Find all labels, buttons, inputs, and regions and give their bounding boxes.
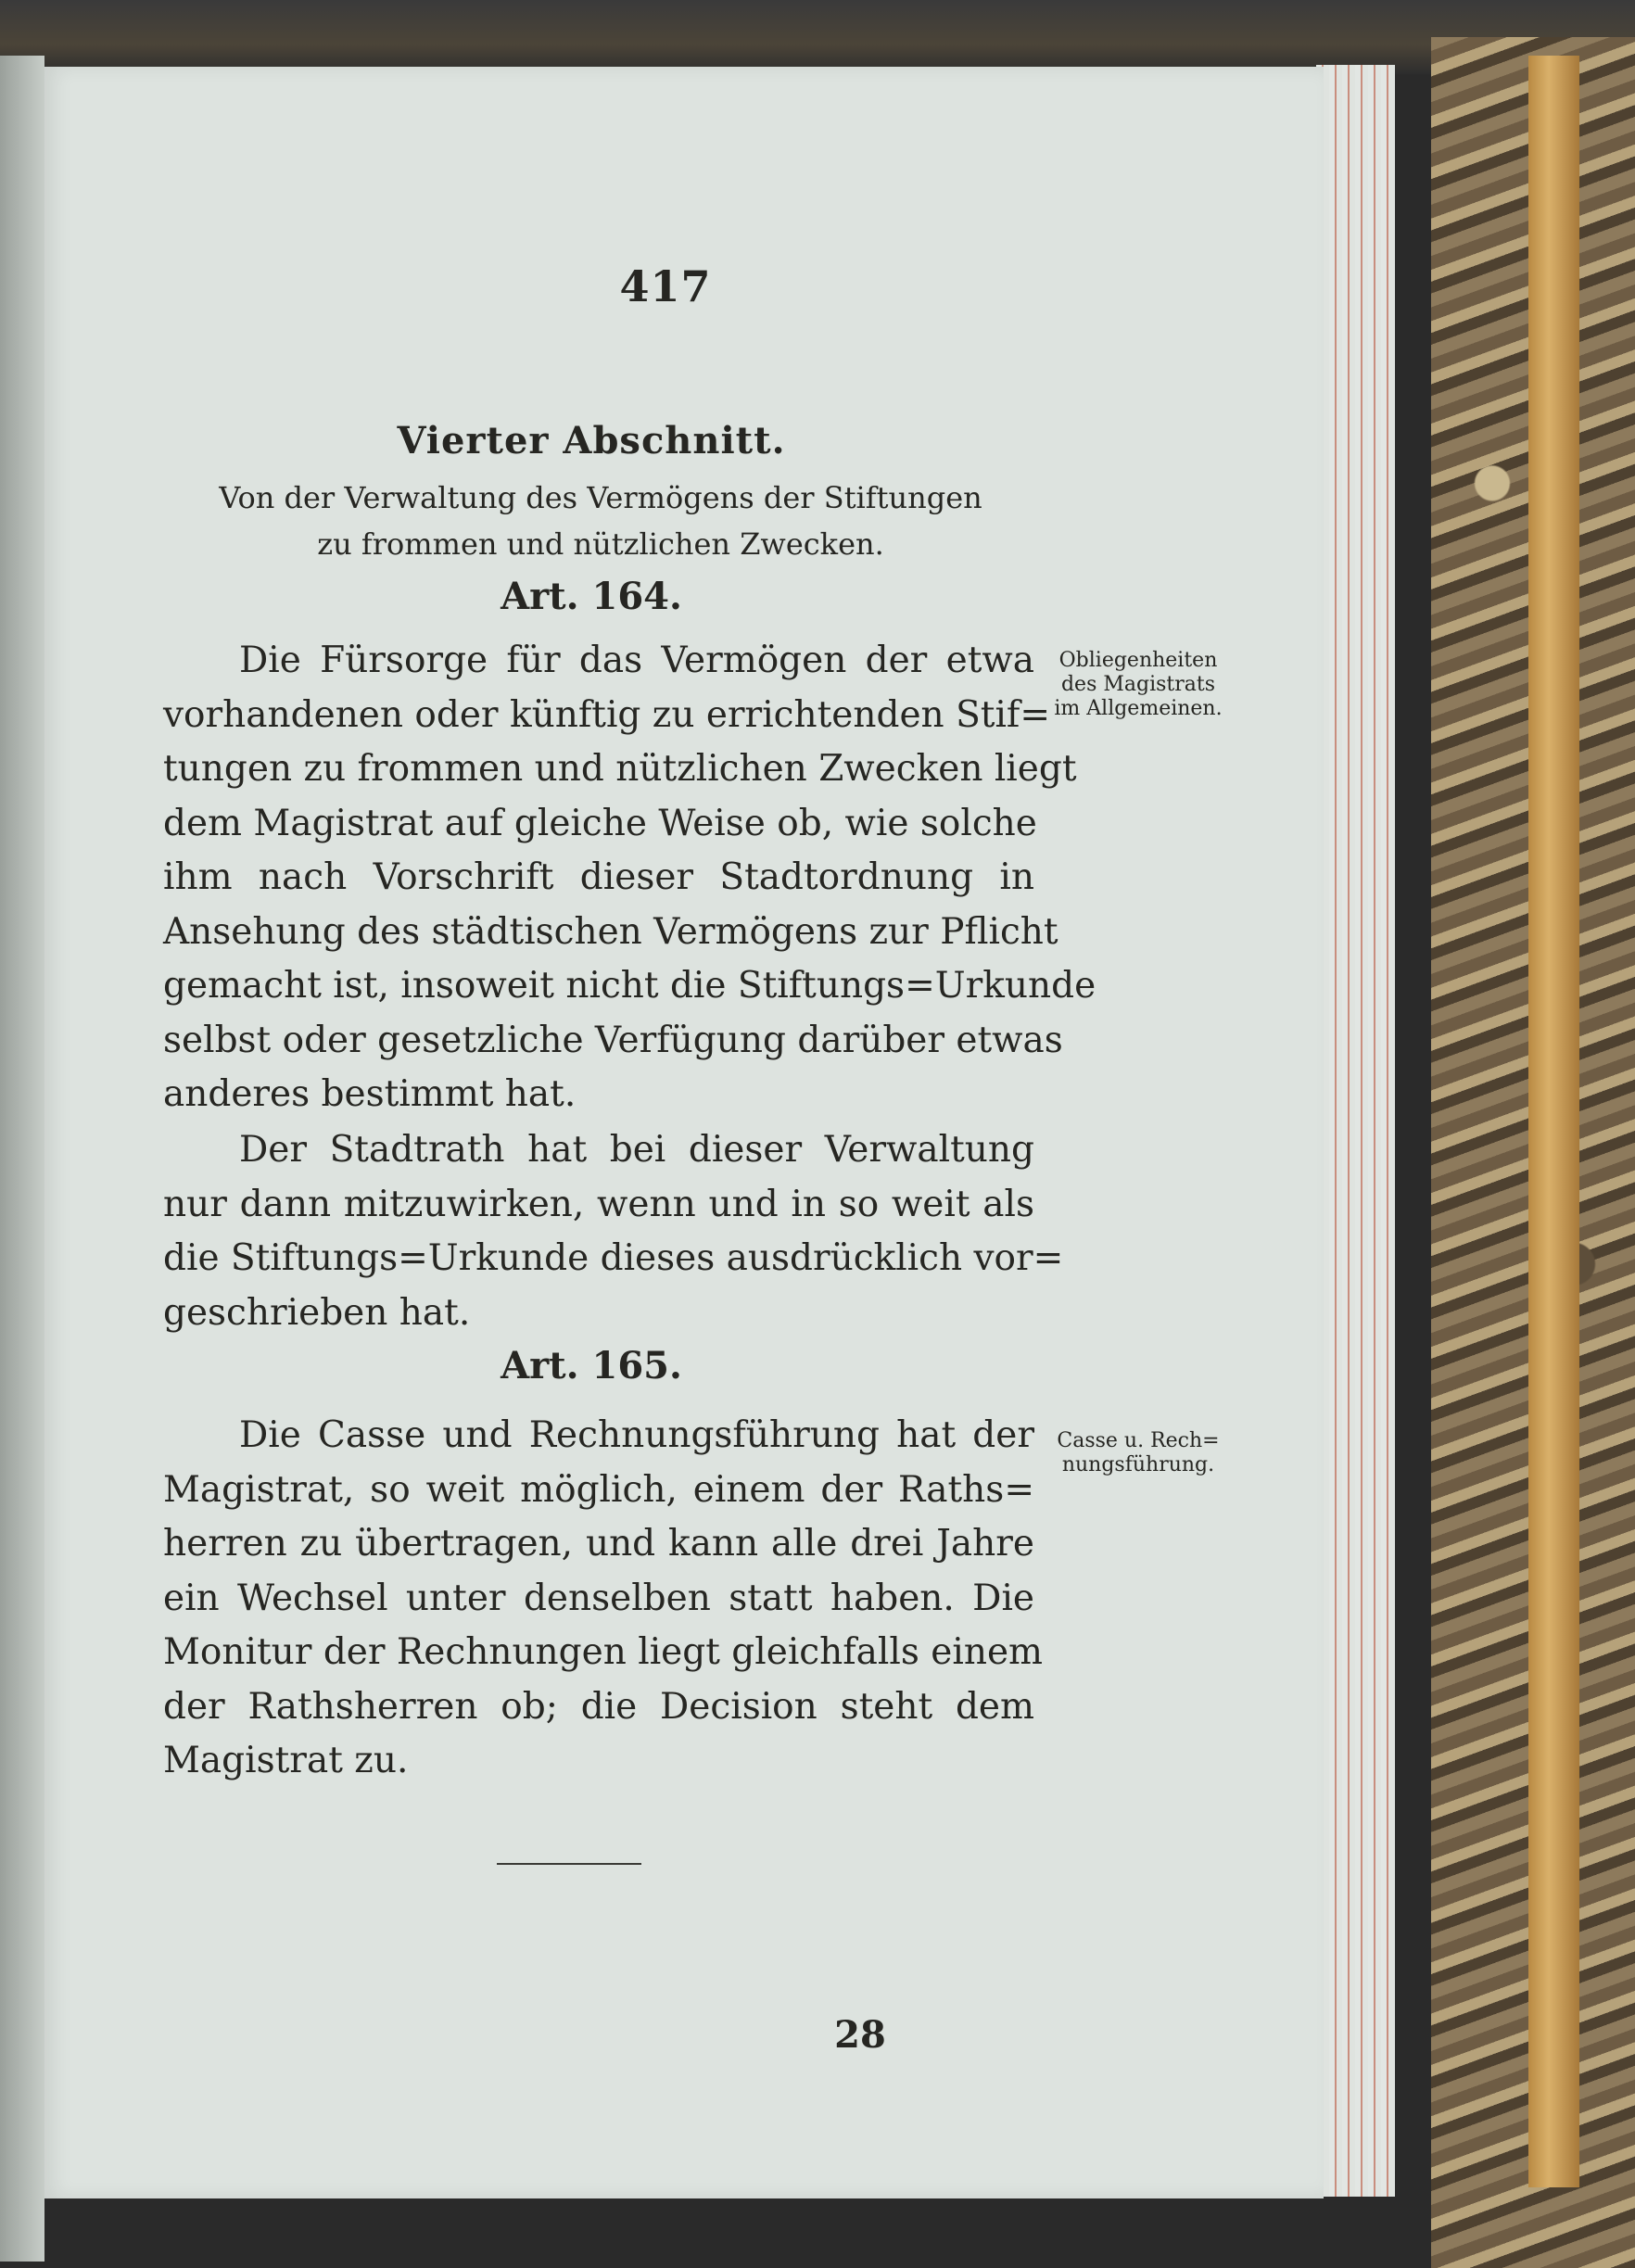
text-line: die Stiftungs=Urkunde dieses ausdrücklich vor= xyxy=(163,1237,1064,1279)
text-line: Der Stadtrath hat bei dieser Verwaltung xyxy=(239,1129,1034,1171)
margin-note-line: im Allgemeinen. xyxy=(1054,697,1223,720)
text-line: ihm nach Vorschrift dieser Stadtordnung in xyxy=(163,856,1034,898)
page-number: 417 xyxy=(619,261,712,311)
closing-rule xyxy=(497,1863,641,1865)
article-164-margin-note xyxy=(1018,649,1259,721)
section-subtitle-line: zu frommen und nützlichen Zwecken. xyxy=(317,526,884,562)
text-line: anderes bestimmt hat. xyxy=(163,1073,577,1115)
text-line: Magistrat, so weit möglich, einem der Raths= xyxy=(163,1468,1034,1511)
text-line: dem Magistrat auf gleiche Weise ob, wie solche xyxy=(163,802,1037,844)
text-line: ein Wechsel unter denselben statt haben. Die xyxy=(163,1577,1034,1619)
article-165-margin-note xyxy=(1018,1429,1259,1477)
margin-note-line: Obliegenheiten xyxy=(1058,649,1218,672)
text-line: Die Casse und Rechnungsführung hat der xyxy=(239,1414,1034,1456)
article-164-paragraph-1 xyxy=(163,634,1096,1122)
margin-note-line: nungsführung. xyxy=(1061,1453,1215,1476)
text-line: gemacht ist, insoweit nicht die Stiftungs=Urkunde xyxy=(163,965,1096,1007)
text-line: der Rathsherren ob; die Decision steht dem xyxy=(163,1685,1034,1728)
book-page xyxy=(44,67,1324,2198)
book-spine-gilt xyxy=(1528,56,1579,2187)
signature-mark: 28 xyxy=(834,2013,886,2057)
article-164-heading: Art. 164. xyxy=(501,575,682,618)
margin-note-line: des Magistrats xyxy=(1060,673,1216,696)
text-line: Die Fürsorge für das Vermögen der etwa xyxy=(239,640,1034,681)
text-line: vorhandenen oder künftig zu errichtenden Stif= xyxy=(163,693,1051,736)
facing-page-edge xyxy=(0,56,44,2262)
text-line: selbst oder gesetzliche Verfügung darüber etwas xyxy=(163,1019,1063,1061)
text-line: Monitur der Rechnungen liegt gleichfalls einem xyxy=(163,1631,1044,1673)
text-line: tungen zu frommen und nützlichen Zwecken liegt xyxy=(163,748,1077,790)
margin-note-line: Casse u. Rech= xyxy=(1057,1429,1220,1452)
text-line: geschrieben hat. xyxy=(163,1291,471,1334)
article-164-paragraph-2 xyxy=(163,1123,1064,1340)
text-line: Ansehung des städtischen Vermögens zur Pflicht xyxy=(163,910,1058,953)
section-subtitle-line: Von der Verwaltung des Vermögens der Stiftungen xyxy=(219,480,982,515)
section-title: Vierter Abschnitt. xyxy=(397,419,786,462)
text-line: herren zu übertragen, und kann alle drei Jahre xyxy=(163,1523,1034,1565)
article-165-paragraph-1 xyxy=(163,1409,1044,1789)
page-block-edges xyxy=(1316,65,1395,2197)
section-subtitle xyxy=(165,475,1036,567)
text-line: nur dann mitzuwirken, wenn und in so weit als xyxy=(163,1183,1034,1225)
text-line: Magistrat zu. xyxy=(163,1740,409,1781)
book-cover-top xyxy=(0,0,1635,74)
article-165-heading: Art. 165. xyxy=(501,1344,682,1387)
